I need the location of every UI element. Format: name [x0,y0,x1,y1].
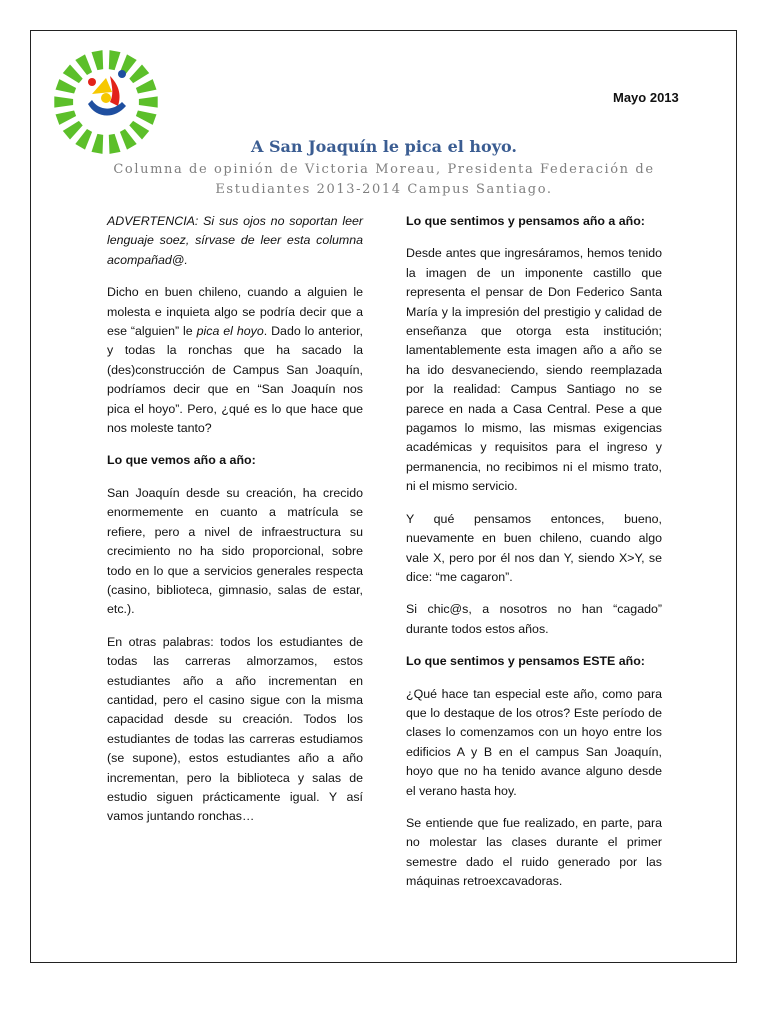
paragraph-hole: ¿Qué hace tan especial este año, como para que lo destaque de los otros? Este período de clases lo comenzamos con un hoyo entre los edificios A y B en el campus San Joaquín, hoyo que no ha tenido avance alguno desde el verano hasta hoy. [406,686,662,798]
logo-ray [63,65,83,84]
right-column [406,212,662,905]
logo-ray [56,79,77,93]
logo-ray [136,79,157,93]
paragraph-what-we-think: Y qué pensamos entonces, bueno, nuevamente en buen chileno, cuando algo vale X, pero por él nos dan Y, siendo X>Y, se dice: “me cagaron”. [406,511,662,584]
paragraph-all-years: Si chic@s, a nosotros no han “cagado” durante todos estos años. [406,602,662,636]
logo-ray [56,111,77,125]
paragraph-understood: Se entiende que fue realizado, en parte, para no molestar las clases durante el primer semestre dado el ruido generado por las máquinas retroexcavadoras. [406,815,662,889]
section-heading-what-we-see: Lo que vemos año a año: [107,453,256,468]
section-heading-feel-yearly: Lo que sentimos y pensamos año a año: [406,214,645,228]
warning-paragraph: ADVERTENCIA: Si sus ojos no soportan leer lenguaje soez, sírvase de leer esta columna acompañad@. [107,214,363,267]
intro-emphasis: pica el hoyo [196,324,264,339]
article-title: A San Joaquín le pica el hoyo. [251,137,517,156]
logo-ray [136,111,157,125]
section-heading-this-year: Lo que sentimos y pensamos ESTE año: [406,654,645,669]
logo-ray [75,54,92,75]
intro-text-b: . Dado lo anterior, y todas la ronchas que ha sacado la (des)construcción de Campus San Joaquín, podríamos decir que en “San Joaquín nos pica el hoyo”. Pero, ¿qué es lo que hace que nos moleste tanto? [107,324,363,436]
logo-ray [129,65,149,84]
issue-date: Mayo 2013 [613,90,679,105]
logo-ray [54,96,73,107]
left-column [107,212,363,840]
logo-ray [139,96,158,107]
paragraph-castle: Desde antes que ingresáramos, hemos tenido la imagen de un imponente castillo que representa el pensar de Don Federico Santa María y la impresión del prestigio y calidad de enseñanza que otorga esta institución; lamentablemente esta imagen año a año se ha ido desvaneciendo, siendo reemplazada por la realidad: Campus Santiago no se parece en nada a Casa Central. Pese a que pagamos lo mismo, las mismas exigencias académicas y requisitos para el ingreso y permanencia, no recibimos ni el mismo trato, ni el mismo servicio. [406,246,662,494]
article-subtitle: Columna de opinión de Victoria Moreau, Presidenta Federación de Estudiantes 2013-2014 Campus Santiago. [113,162,655,197]
logo-ray [109,50,121,70]
intro-paragraph [107,283,363,438]
paragraph-other-words: En otras palabras: todos los estudiantes de todas las carreras almorzamos, estos estudiantes año a año incrementan en cantidad, pero el casino sigue con la misma capacidad desde su creación. Todos los estudiantes de todas las carreras estudiamos (se supone), estos estudiantes año a año incrementan, pero la biblioteca y salas de estudio siguen prácticamente igual. Y así vamos juntando ronchas… [107,634,363,824]
intro-text-a: Dicho en buen chileno, cuando a alguien le molesta e inquieta algo se podría decir que a ese “alguien” le [107,285,363,339]
logo-ray [92,50,104,70]
paragraph-growth: San Joaquín desde su creación, ha crecido enormemente en cuanto a matrícula se refiere, pero a nivel de infraestructura su crecimiento no ha sido proporcional, sobre todo en lo que a servicios generales respecta (casino, biblioteca, gimnasio, salas de estar, etc.). [107,485,363,617]
